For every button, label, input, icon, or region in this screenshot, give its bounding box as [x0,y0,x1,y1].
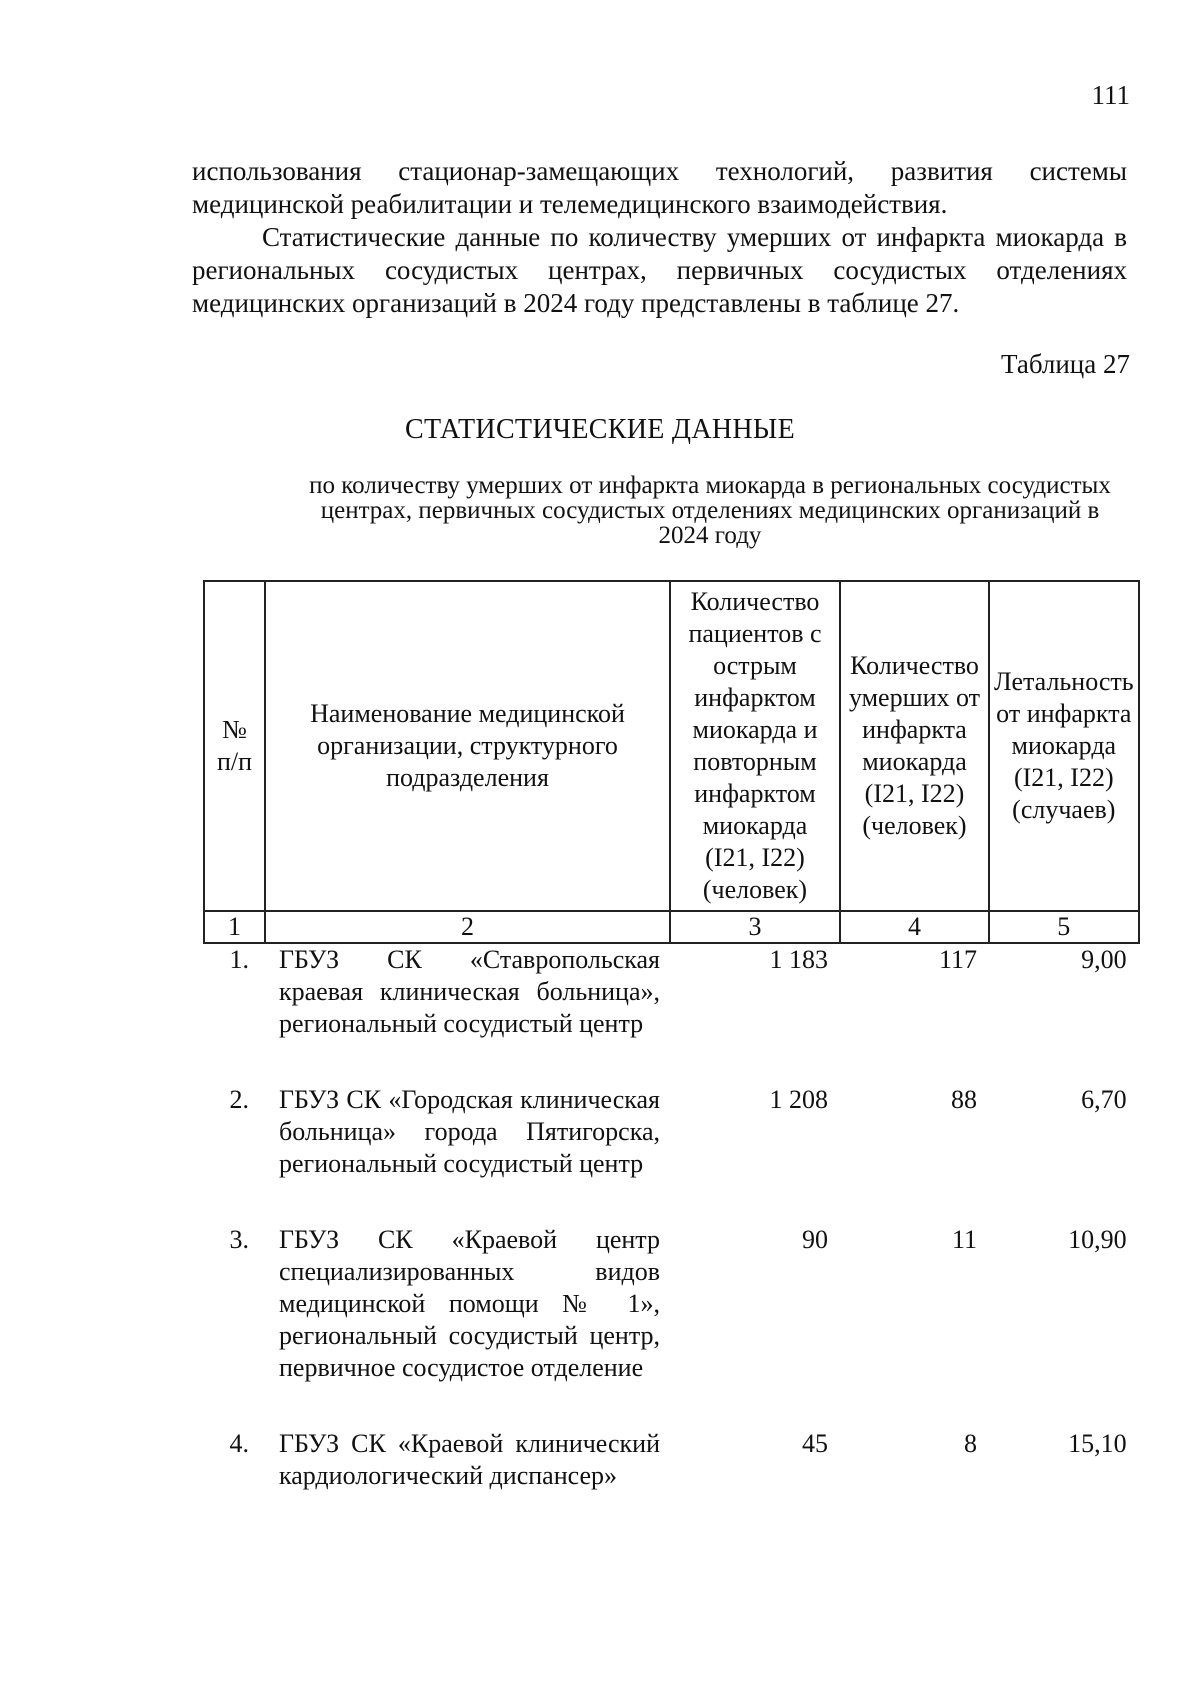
table-subtitle: по количеству умерших от инфаркта миокарда в региональных сосудистых центрах, первичных сосудистых отделениях медицинских организаций в 2024 году [309,472,1111,549]
column-number-2: 2 [265,911,670,943]
deaths-count: 8 [964,1429,977,1458]
lethality-value: 10,90 [1068,1225,1127,1254]
lethality-value: 6,70 [1081,1085,1127,1114]
row-number: 3. [229,1225,249,1254]
organization-name: ГБУЗ СК «Ставропольская краевая клиническая больница», региональный сосудистый центр [279,945,660,1038]
page-number: 111 [1091,80,1130,110]
header-number: № п/п [204,581,265,911]
deaths-count: 88 [951,1085,977,1114]
row-number: 1. [229,945,249,974]
table-row [204,1084,1139,1224]
organization-name: ГБУЗ СК «Краевой центр специализированных видов медицинской помощи № 1», региональный сосудистый центр, первичное сосудистое отделение [279,1225,660,1382]
organization-name: ГБУЗ СК «Краевой клинический кардиологический диспансер» [279,1429,660,1490]
column-number-3: 3 [670,911,840,943]
column-number-4: 4 [840,911,989,943]
header-lethality: Летальность от инфаркта миокарда (I21, I22) (случаев) [989,581,1139,911]
lethality-value: 15,10 [1068,1429,1127,1458]
table-row [204,943,1139,1084]
table-column-numbers-row [204,911,1139,943]
deaths-count: 117 [938,945,977,974]
row-number: 4. [229,1429,249,1458]
patients-count: 1 183 [769,945,828,974]
patients-count: 45 [802,1429,828,1458]
intro-paragraph-2: Статистические данные по количеству умерших от инфаркта миокарда в региональных сосудистых центрах, первичных сосудистых отделениях медицинских организаций в 2024 году представлены в таблице 27. [192,222,1127,318]
lethality-value: 9,00 [1081,945,1127,974]
intro-text [192,155,1127,320]
intro-paragraph-1: использования стационар-замещающих технологий, развития системы медицинской реабилитации и телемедицинского взаимодействия. [192,156,1127,219]
table-label: Таблица 27 [1001,349,1130,379]
patients-count: 1 208 [769,1085,828,1114]
deaths-count: 11 [951,1225,977,1254]
header-patients: Количество пациентов с острым инфарктом миокарда и повторным инфарктом миокарда (I21, I22) (человек) [670,581,840,911]
patients-count: 90 [802,1225,828,1254]
column-number-1: 1 [204,911,265,943]
row-number: 2. [229,1085,249,1114]
organization-name: ГБУЗ СК «Городская клиническая больница» города Пятигорска, региональный сосудистый центр [279,1085,660,1178]
table-row [204,1428,1139,1492]
table-title: СТАТИСТИЧЕСКИЕ ДАННЫЕ [404,414,796,445]
table-row [204,1224,1139,1428]
statistics-table [203,580,1140,1492]
header-organization: Наименование медицинской организации, структурного подразделения [265,581,670,911]
column-number-5: 5 [989,911,1139,943]
header-deaths: Количество умерших от инфаркта миокарда (I21, I22) (человек) [840,581,989,911]
table-header-row [204,581,1139,911]
